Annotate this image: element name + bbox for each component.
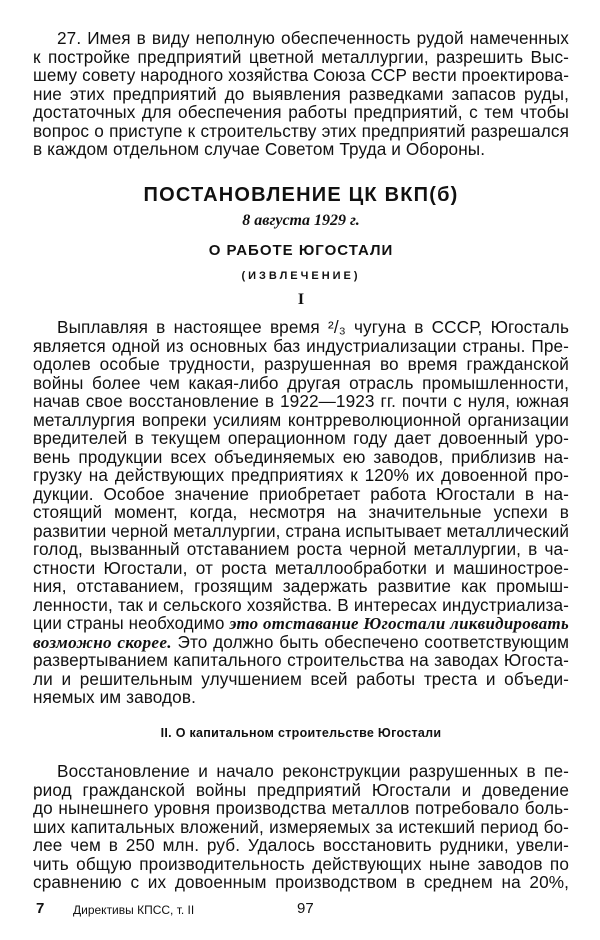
part-number: I [297,291,305,308]
text-line: шему совету народного хозяйства Союза ССР вести проектирова- [33,65,569,85]
printer-signature: 7 [36,900,45,917]
text-line: развертыванием капитального строительства на заводах Югоста- [33,650,569,670]
text-line: является одной из основных баз индустриализации страны. Пре- [33,335,569,356]
plain-text: Это должно быть обеспечено соответствующим [171,631,569,652]
text-line: няемых им заводов. [33,687,196,707]
text-line: грузку на действующих предприятиях к 120% их довоенной про- [33,465,569,485]
emphasized-text: возможно скорее. [33,632,172,652]
text-line: стности Югостали, от роста металлообработки и машинострое- [33,557,569,578]
text-line: ние этих предприятий до выявления разведками запасов руды, [33,83,569,104]
text-line: риод гражданской войны предприятий Югостали и доведение [33,779,569,800]
text-line: ленности, так и сельского хозяйства. В интересах индустриализа- [33,594,569,615]
text-line: в каждом отдельном случае Советом Труда и Обороны. [33,139,486,159]
text-line: к постройке предприятий цветной металлургии, разрешить Выс- [33,46,569,67]
section-2-heading: II. О капитальном строительстве Югостали [160,726,442,740]
text-line: стоящий момент, когда, несмотря на значительные успехи в [33,502,569,522]
resolution-date: 8 августа 1929 г. [242,212,360,229]
resolution-subtitle: О РАБОТЕ ЮГОСТАЛИ [208,242,394,259]
text-line: металлургия вопреки усилиям контрреволюционной организации [33,409,569,430]
text-line: лее чем в 250 млн. руб. Удалось восстановить рудники, увели- [33,835,569,855]
text-line: дукции. Особое значение приобретает работа Югостали в на- [33,483,569,504]
resolution-title: ПОСТАНОВЛЕНИЕ ЦК ВКП(б) [143,184,459,206]
text-line: до нынешнего уровня производства металлов потребовало боль- [33,798,569,818]
text-line: вредителей в текущем операционном году дает довоенный уро- [33,428,569,448]
text-line: достаточных для обеспечения работы предприятий, с тем чтобы [33,102,569,122]
text-line: вопрос о приступе к строительству этих предприятий разрешался [33,120,569,141]
footer-source: Директивы КПСС, т. II [73,903,195,917]
text-line: чить общую производительность действующих ныне заводов по [33,853,569,874]
text-line: сравнению с их довоенным производством в среднем на 20%, [33,872,569,892]
page-number: 97 [297,900,314,917]
text-line: Восстановление и начало реконструкции разрушенных в пе- [57,761,569,781]
text-line: одолев особые трудности, разрушенная во время гражданской [33,354,569,374]
text-line: ли и решительным улучшением всей работы треста и объеди- [33,668,569,689]
text-line [33,633,569,651]
text-line: ших капитальных вложений, измеряемых за истекший период бо- [33,816,569,837]
text-line: голод, вызванный отставанием роста черной металлургии, в ча- [33,539,569,559]
text-line: вень продукции всех объединяемых ею заводов, приблизив на- [33,446,569,467]
text-line [33,614,569,632]
text-line: 27. Имея в виду неполную обеспеченность рудой намеченных [57,28,569,48]
text-line: развитии черной металлургии, страна испытывает металлический [33,520,570,541]
text-line: войны более чем какая-либо другая отрасль промышленности, [33,372,569,393]
emphasized-text: это отставание Югостали ликвидировать [229,614,569,633]
text-line: ния, отставанием, грозящим задержать развитие как промыш- [33,576,569,596]
excerpt-label: (ИЗВЛЕЧЕНИЕ) [241,270,361,282]
text-line: Выплавляя в настоящее время ²/₃ чугуна в СССР, Югосталь [57,317,569,337]
plain-text: ции страны необходимо [33,613,230,633]
text-line: начав свое восстановление в 1922—1923 гг. почти с нуля, южная [33,391,569,411]
